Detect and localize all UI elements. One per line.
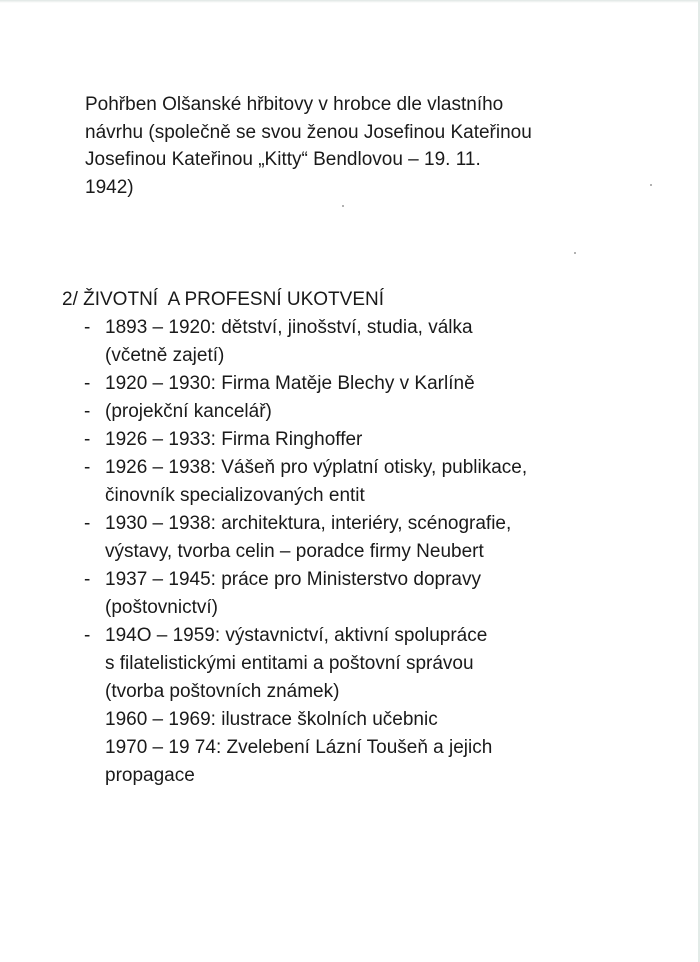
entry-line: s filatelistickými entitami a poštovní správou [105,653,474,674]
scan-speck [574,252,576,254]
entry-line: 1930 – 1938: architektura, interiéry, scénografie, [105,513,512,534]
scan-speck [650,184,652,186]
entry-line: propagace [105,765,195,786]
dash-bullet: - [84,625,91,646]
entry-line: 1937 – 1945: práce pro Ministerstvo dopravy [105,569,481,590]
entry-line: výstavy, tvorba celin – poradce firmy Neubert [105,541,484,562]
section-heading: 2/ ŽIVOTNÍ A PROFESNÍ UKOTVENÍ [62,289,385,310]
timeline-entry [84,622,644,790]
entry-line: (poštovnictví) [105,597,218,618]
dash-bullet: - [84,317,91,338]
timeline-entry [84,510,644,566]
paragraph-line: Pohřben Olšanské hřbitovy v hrobce dle vlastního [85,94,504,115]
burial-paragraph [85,91,605,201]
timeline-entry [84,566,644,622]
scan-edge-top [0,0,700,3]
paragraph-line: 1942) [85,176,134,198]
entry-line: 194O – 1959: výstavnictví, aktivní spolupráce [105,625,488,646]
entry-line: (včetně zajetí) [105,345,225,366]
dash-bullet: - [84,401,91,422]
dash-bullet: - [84,513,91,534]
entry-line: 1893 – 1920: dětství, jinošství, studia, válka [105,317,473,338]
entry-line: (projekční kancelář) [105,401,272,422]
entry-line: 1960 – 1969: ilustrace školních učebnic [105,709,438,730]
paragraph-line: návrhu (společně se svou ženou Josefinou Kateřinou [85,121,532,143]
entry-line: 1926 – 1933: Firma Ringhoffer [105,429,363,450]
entry-line: 1970 – 19 74: Zvelebení Lázní Toušeň a jejich [105,737,493,758]
timeline-entry [84,426,644,454]
entry-line: 1920 – 1930: Firma Matěje Blechy v Karlíně [105,373,475,394]
timeline-entry [84,370,644,398]
timeline-entry [84,454,644,510]
dash-bullet: - [84,373,91,394]
scan-speck [342,205,344,207]
paragraph-line: Josefinou Kateřinou „Kitty“ Bendlovou – 19. 11. [85,149,481,170]
timeline-list [84,314,644,790]
timeline-entry [84,398,644,426]
dash-bullet: - [84,457,91,478]
dash-bullet: - [84,569,91,590]
entry-line: (tvorba poštovních známek) [105,681,340,702]
entry-line: 1926 – 1938: Vášeň pro výplatní otisky, publikace, [105,457,528,478]
timeline-entry [84,314,644,370]
entry-line: činovník specializovaných entit [105,485,365,506]
dash-bullet: - [84,429,91,450]
